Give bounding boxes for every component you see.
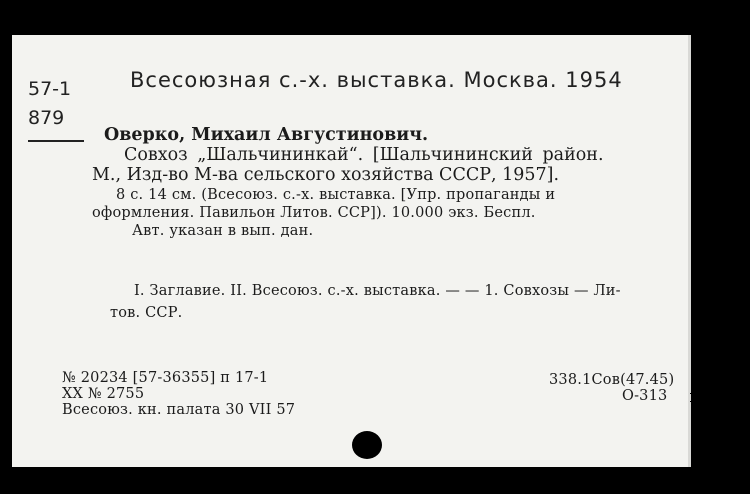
footer-accession: № 20234 [57-36355] п 17-1 <box>62 370 269 386</box>
call-number-divider <box>28 140 84 142</box>
call-number-bottom: 879 <box>28 107 65 129</box>
body-line-3: 8 с. 14 см. (Всесоюз. с.-х. выставка. [Упр. пропаганды и <box>116 187 556 203</box>
footer-series: XX № 2755 <box>62 386 145 402</box>
call-number-top: 57-1 <box>28 78 72 100</box>
catalog-card <box>12 35 691 467</box>
ink-stamp-blot <box>352 431 382 459</box>
body-line-5: Авт. указан в вып. дан. <box>132 223 314 239</box>
footer-chamber: Всесоюз. кн. палата 30 VII 57 <box>62 402 296 418</box>
tracing-line-2: тов. ССР. <box>110 305 183 321</box>
tracing-line-1: I. Заглавие. II. Всесоюз. с.-х. выставка. — — 1. Совхозы — Ли- <box>134 283 621 299</box>
footer-author-mark: О-313 <box>622 388 668 404</box>
body-line-1: Совхоз „Шальчининкай“. [Шальчининский район. <box>124 145 604 165</box>
footer-classification: 338.1Сов(47.45) <box>549 372 675 388</box>
scan-mark-left <box>0 393 10 394</box>
scan-mark-left-2 <box>0 401 10 402</box>
body-line-2: М., Изд-во М-ва сельского хозяйства СССР, 1957]. <box>92 165 560 185</box>
body-line-4: оформления. Павильон Литов. ССР]). 10.000 экз. Беспл. <box>92 205 536 221</box>
author-heading: Оверко, Михаил Августинович. <box>104 125 429 145</box>
scan-mark-right-2 <box>690 401 700 402</box>
scan-mark-right <box>690 393 700 394</box>
handwritten-heading: Всесоюзная с.-х. выставка. Москва. 1954 <box>130 68 623 92</box>
